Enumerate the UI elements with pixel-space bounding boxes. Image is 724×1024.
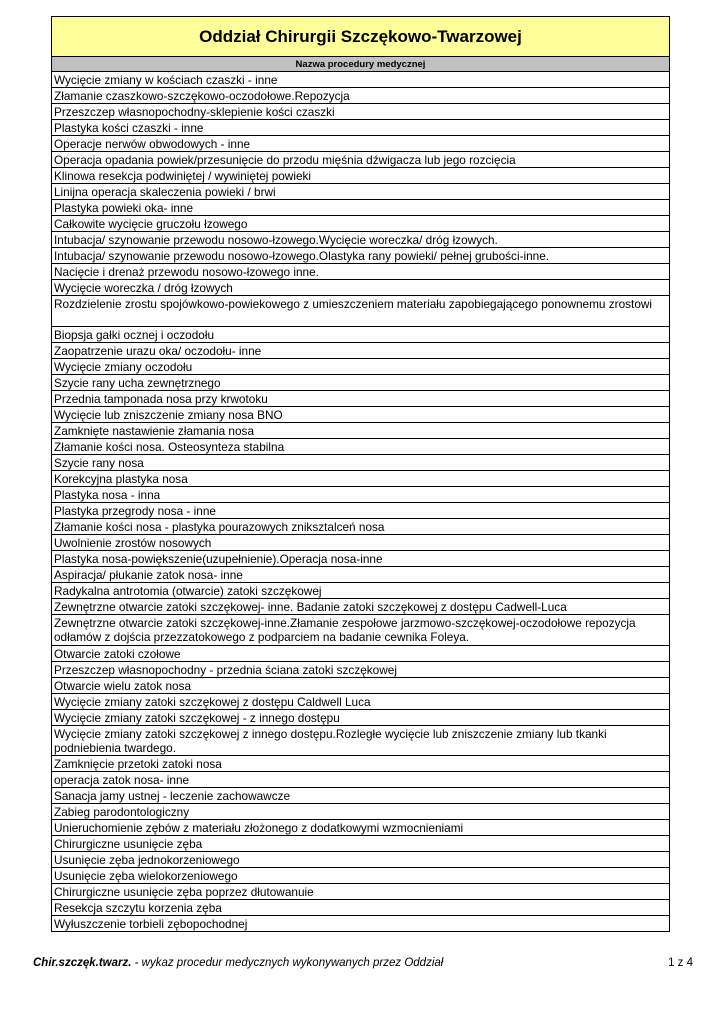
- procedure-row: Zabieg parodontologiczny: [52, 804, 669, 820]
- procedure-row: Otwarcie zatoki czołowe: [52, 646, 669, 662]
- procedure-row: Uwolnienie zrostów nosowych: [52, 535, 669, 551]
- procedure-row: Nacięcie i drenaż przewodu nosowo-łzowego inne.: [52, 264, 669, 280]
- procedure-row: Całkowite wycięcie gruczołu łzowego: [52, 216, 669, 232]
- procedure-row: Intubacja/ szynowanie przewodu nosowo-łzowego.Wycięcie woreczka/ dróg łzowych.: [52, 232, 669, 248]
- procedure-row: Operacje nerwów obwodowych - inne: [52, 136, 669, 152]
- procedure-row: Radykalna antrotomia (otwarcie) zatoki szczękowej: [52, 583, 669, 599]
- procedure-row: Złamanie kości nosa - plastyka pourazowych zniksztalceń nosa: [52, 519, 669, 535]
- procedure-row: Chirurgiczne usunięcie zęba poprzez dłutowanuie: [52, 884, 669, 900]
- footer-caption: [33, 957, 443, 969]
- procedure-row: Plastyka kości czaszki - inne: [52, 120, 669, 136]
- procedure-row: Korekcyjna plastyka nosa: [52, 471, 669, 487]
- procedure-row: Chirurgiczne usunięcie zęba: [52, 836, 669, 852]
- procedure-row: Wycięcie zmiany oczodołu: [52, 359, 669, 375]
- procedure-row: Szycie rany nosa: [52, 455, 669, 471]
- procedure-row: Wyłuszczenie torbieli zębopochodnej: [52, 916, 669, 932]
- procedure-row: Złamanie czaszkowo-szczękowo-oczodołowe.Repozycja: [52, 88, 669, 104]
- procedure-row: Wycięcie lub zniszczenie zmiany nosa BNO: [52, 407, 669, 423]
- procedure-row: Przeszczep własnopochodny-sklepienie kości czaszki: [52, 104, 669, 120]
- procedure-row: Resekcja szczytu korzenia zęba: [52, 900, 669, 916]
- procedure-row: Unieruchomienie zębów z materiału złożonego z dodatkowymi wzmocnieniami: [52, 820, 669, 836]
- procedure-row: Usunięcie zęba wielokorzeniowego: [52, 868, 669, 884]
- procedure-row: Przeszczep własnopochodny - przednia ściana zatoki szczękowej: [52, 662, 669, 678]
- procedure-row: Przednia tamponada nosa przy krwotoku: [52, 391, 669, 407]
- procedure-row: Biopsja gałki ocznej i oczodołu: [52, 327, 669, 343]
- procedure-row: Aspiracja/ płukanie zatok nosa- inne: [52, 567, 669, 583]
- procedure-row: Zaopatrzenie urazu oka/ oczodołu- inne: [52, 343, 669, 359]
- procedure-row: Zewnętrzne otwarcie zatoki szczękowej- inne. Badanie zatoki szczękowej z dostępu Cadwell-Luca: [52, 599, 669, 615]
- procedure-row: Wycięcie zmiany zatoki szczękowej - z innego dostępu: [52, 710, 669, 726]
- procedure-sheet: [51, 16, 670, 932]
- procedure-row: Otwarcie wielu zatok nosa: [52, 678, 669, 694]
- page-footer: [33, 957, 693, 969]
- procedure-row: Intubacja/ szynowanie przewodu nosowo-łzowego.Olastyka rany powieki/ pełnej grubości-inne.: [52, 248, 669, 264]
- procedure-row: Plastyka przegrody nosa - inne: [52, 503, 669, 519]
- procedure-row: Złamanie kości nosa. Osteosynteza stabilna: [52, 439, 669, 455]
- procedure-row: Szycie rany ucha zewnętrznego: [52, 375, 669, 391]
- procedure-list: [51, 72, 670, 932]
- procedure-row: Wycięcie woreczka / dróg łzowych: [52, 280, 669, 296]
- procedure-row: Linijna operacja skaleczenia powieki / brwi: [52, 184, 669, 200]
- footer-department: Chir.szczęk.twarz.: [33, 957, 132, 969]
- page-number: 1 z 4: [668, 957, 693, 969]
- procedure-row: Wycięcie zmiany zatoki szczękowej z innego dostępu.Rozległe wycięcie lub zniszczenie zmiany lub tkanki podniebienia twardego.: [52, 726, 669, 757]
- procedure-row: Operacja opadania powiek/przesunięcie do przodu mięśnia dźwigacza lub jego rozcięcia: [52, 152, 669, 168]
- document-title: Oddział Chirurgii Szczękowo-Twarzowej: [51, 16, 670, 57]
- procedure-row: Rozdzielenie zrostu spojówkowo-powiekowego z umieszczeniem materiału zapobiegającego ponownemu zrostowi: [52, 296, 669, 327]
- procedure-row: Zamknięcie przetoki zatoki nosa: [52, 756, 669, 772]
- procedure-row: Plastyka powieki oka- inne: [52, 200, 669, 216]
- procedure-row: Plastyka nosa - inna: [52, 487, 669, 503]
- procedure-row: operacja zatok nosa- inne: [52, 772, 669, 788]
- procedure-row: Wycięcie zmiany w kościach czaszki - inne: [52, 72, 669, 88]
- procedure-row: Usunięcie zęba jednokorzeniowego: [52, 852, 669, 868]
- footer-description: - wykaz procedur medycznych wykonywanych przez Oddział: [131, 957, 444, 969]
- procedure-row: Klinowa resekcja podwiniętej / wywiniętej powieki: [52, 168, 669, 184]
- procedure-row: Plastyka nosa-powiększenie(uzupełnienie).Operacja nosa-inne: [52, 551, 669, 567]
- procedure-row: Sanacja jamy ustnej - leczenie zachowawcze: [52, 788, 669, 804]
- procedure-row: Wycięcie zmiany zatoki szczękowej z dostępu Caldwell Luca: [52, 694, 669, 710]
- procedure-row: Zamknięte nastawienie złamania nosa: [52, 423, 669, 439]
- procedure-row: Zewnętrzne otwarcie zatoki szczękowej-inne.Złamanie zespołowe jarzmowo-szczękowej-oczodołowe repozycja odłamów z dojścia przezzatokowego z podparciem na badanie cewnika Foleya.: [52, 615, 669, 646]
- column-header: Nazwa procedury medycznej: [51, 57, 670, 72]
